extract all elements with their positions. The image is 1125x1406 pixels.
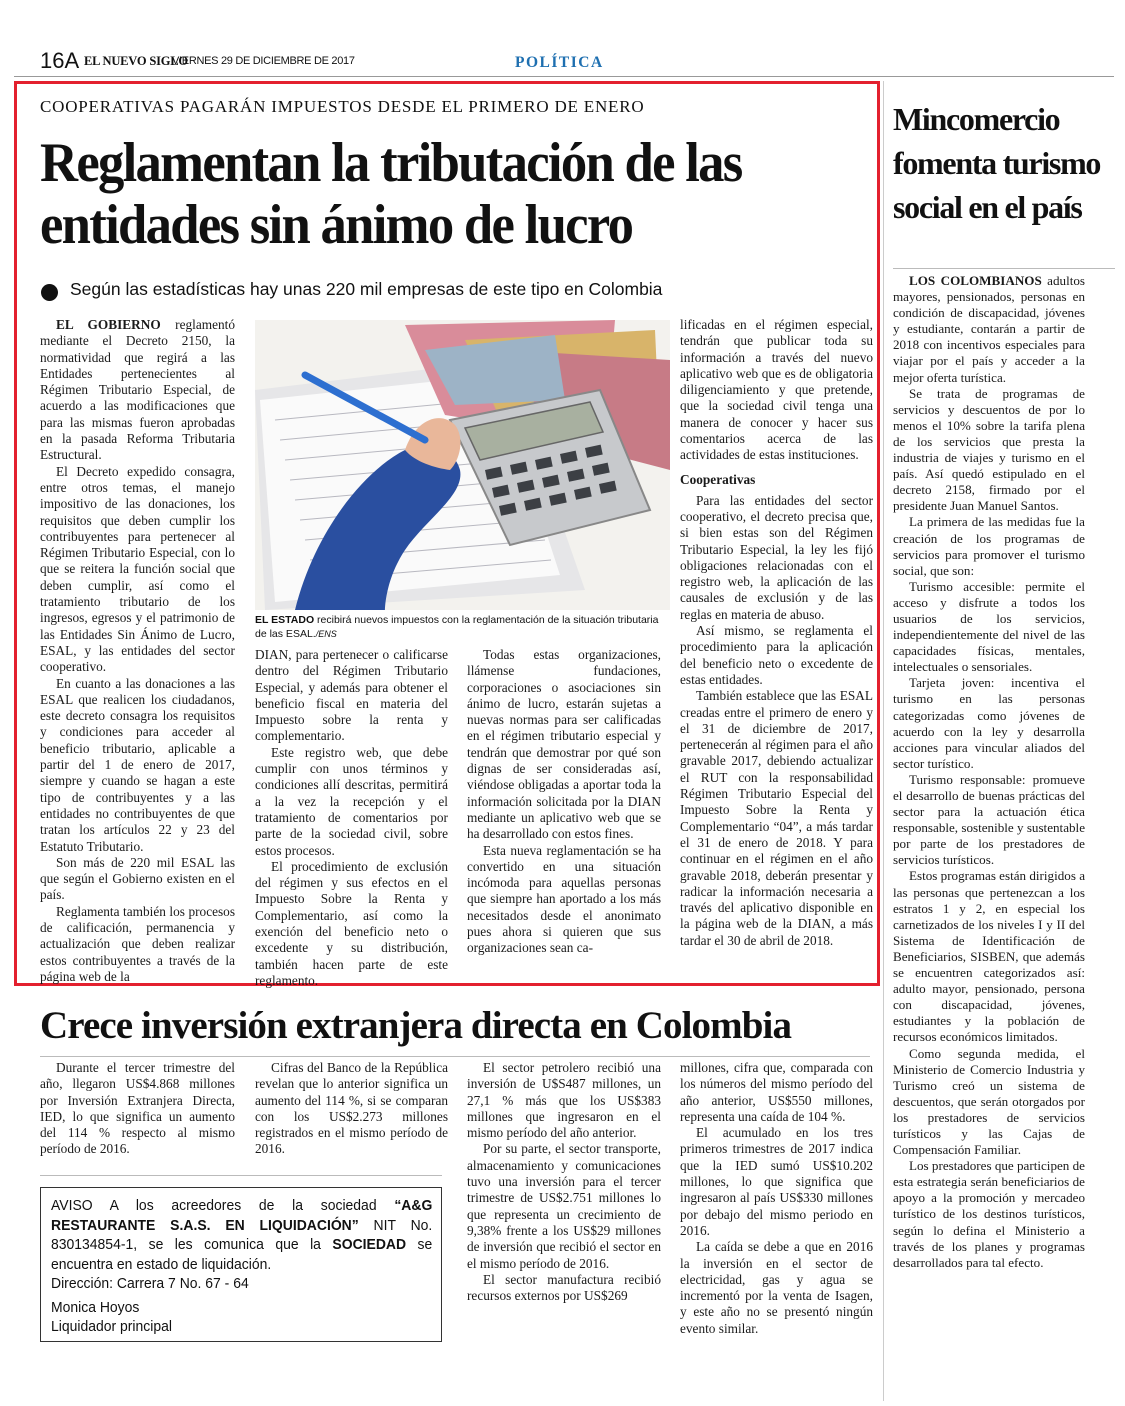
paragraph: La caída se debe a que en 2016 la inversión en el sector de electricidad, gas y agua se incrementó por la venta de Isagen, y este año no se presentó ningún evento similar. xyxy=(680,1239,873,1336)
company-name: “A&G RESTAURANTE S.A.S. EN LIQUIDACIÓN” xyxy=(51,1197,433,1234)
paragraph: Durante el tercer trimestre del año, llegaron US$4.868 millones por Inversión Extranjera Directa, IED, lo que significa un aumento del 114 % respecto al mismo período de 2016. xyxy=(40,1060,235,1157)
paragraph: El procedimiento de exclusión del régimen y sus efectos en el Impuesto Sobre la Renta y Complementario, así como la exención del beneficio neto o excedente y su distribución, también hacen parte de este reglamento. xyxy=(255,858,448,988)
paragraph: Turismo responsable: promueve el desarrollo de buenas prácticas del sector para la actuación ética responsable, sostenible y sustentable por parte de los prestadores de servicios turísticos. xyxy=(893,771,1086,868)
side-headline: Mincomercio fomenta turismo social en el país xyxy=(893,101,1101,225)
bottom-column-1 xyxy=(40,1060,235,1158)
paragraph: Como segunda medida, el Ministerio de Comercio Industria y Turismo creó un sistema de descuentos, que serán otorgados por los prestadores de servicios turísticos y las Cajas de Compensación Familiar. xyxy=(893,1045,1085,1158)
article-photo xyxy=(255,320,670,610)
article-column-3 xyxy=(467,647,661,957)
article-column-4 xyxy=(680,317,873,949)
paragraph: La primera de las medidas fue la creación de los programas de servicios para promover el turismo social, que son: xyxy=(893,514,1085,578)
paragraph: Tarjeta joven: incentiva el turismo en las personas categorizadas como jóvenes de acuerdo con la ley y desarrolla acciones para vincular aliados del sector turístico. xyxy=(893,675,1085,771)
paragraph: Son más de 220 mil ESAL las que según el Gobierno existen en el país. xyxy=(40,854,235,903)
bottom-column-3 xyxy=(467,1060,661,1304)
side-rule xyxy=(893,268,1115,269)
paragraph: DIAN, para pertenecer o calificarse dentro del Régimen Tributario Especial, y además para obtener el beneficio fiscal en materia del Impuesto sobre la renta y complementario. xyxy=(255,647,448,744)
article-kicker: COOPERATIVAS PAGARÁN IMPUESTOS DESDE EL PRIMERO DE ENERO xyxy=(40,97,645,116)
lead-in: LOS COLOMBIANOS xyxy=(909,273,1042,288)
notice-text: AVISO A los acreedores de la sociedad “A&G RESTAURANTE S.A.S. EN LIQUIDACIÓN” NIT No. 830134854-1, se les comunica que la SOCIEDAD se encuentra en estado de liquidación. xyxy=(51,1197,433,1273)
paragraph: En cuanto a las donaciones a las ESAL que realicen los ciudadanos, este decreto consagra los requisitos y condiciones para acceder al beneficio tributario, aplicable a partir del 1 de enero de 2017, siempre y cuando se hagan a este tipo de contribuyentes y a las entidades no contribuyentes de que tratan los artículos 22 y 23 del Estatuto Tributario. xyxy=(40,675,235,854)
bottom-rule xyxy=(40,1056,870,1057)
paragraph: Reglamenta también los procesos de calificación, permanencia y actualización que deben realizar estos contribuyentes a través de la página web de la xyxy=(40,903,235,984)
paragraph: Estos programas están dirigidos a las personas que pertenezcan a los estratos 1 y 2, en especial los carnetizados de los niveles I y II del Sistema de Identificación de Beneficiarios, SISBEN, que además se encuentren categorizados así: adulto mayor, pensionado, persona con discapacidad, jóvenes, estudiantes y la población de recursos económicos limitados. xyxy=(893,868,1086,1045)
ad-rule xyxy=(40,1175,442,1176)
column-divider xyxy=(883,81,884,1401)
paragraph: millones, cifra que, comparada con los números del mismo período del año anterior, US$550 millones, representa una caída de 104 %. xyxy=(680,1060,873,1124)
header-rule xyxy=(14,76,1114,77)
newspaper-name: EL NUEVO SIGLO xyxy=(84,54,188,68)
bottom-column-4 xyxy=(680,1060,873,1337)
subhead-cooperativas: Cooperativas xyxy=(680,471,756,487)
paragraph: Cifras del Banco de la República revelan que lo anterior significa un aumento del 114 %, si se comparan con los US$2.273 millones registrados en el mismo período de 2016. xyxy=(255,1060,448,1157)
paragraph: Turismo accesible: permite el acceso y disfrute a todos los usuarios de los servicios, independientemente del nivel de las capacidades físicas, mentales, intelectuales o sensoriales. xyxy=(893,578,1085,675)
notice-address: Dirección: Carrera 7 No. 67 - 64 xyxy=(51,1275,249,1292)
paragraph: Se trata de programas de servicios y descuentos de por lo menos el 10% sobre la tarifa plena de los servicios que presta la industria de viajes y turismo en el país. Así quedó estipulado en el decreto 2158, firmado por el presidente Juan Manuel Santos. xyxy=(893,385,1085,514)
paragraph: El acumulado en los tres primeros trimestres de 2017 indica que la IED sumó US$10.202 millones, lo que significa que ingresaron al país US$330 millones por debajo del mismo periodo en 2016. xyxy=(680,1125,873,1238)
photo-illustration xyxy=(255,320,670,610)
photo-caption: EL ESTADO recibirá nuevos impuestos con la reglamentación de la situación tributaria de las ESAL./ENS xyxy=(255,614,659,640)
paragraph: Por su parte, el sector transporte, almacenamiento y comunicaciones tuvo una inversión para el tercer trimestre de US$2.751 millones lo que representa un crecimiento de 9,38% frente a los US$29 millones de inversión que recibió el sector en el mismo período de 2016. xyxy=(467,1141,661,1271)
paragraph: Este registro web, que debe cumplir con unos términos y condiciones allí descritas, permitirá a la vez la recepción y el tratamiento de comentarios por parte de la sociedad civil, sobre estos procesos. xyxy=(255,744,448,858)
article-headline: Reglamentan la tributación de las entidades sin ánimo de lucro xyxy=(40,132,742,256)
lead-in: EL GOBIERNO xyxy=(56,317,161,332)
notice-signer-role: Liquidador principal xyxy=(51,1318,172,1335)
paragraph: EL GOBIERNO reglamentó mediante el Decreto 2150, la normatividad que regirá a las Entidades pertenecientes al Régimen Tributario Especial, de acuerdo a las modificaciones que para las mismas fueron aprobadas en la pasada Reforma Tributaria Estructural. xyxy=(40,317,235,463)
bottom-headline: Crece inversión extranjera directa en Colombia xyxy=(40,1004,792,1047)
paragraph: lificadas en el régimen especial, tendrán que publicar toda su información a través del nuevo aplicativo web que es de obligatoria diligenciamiento y que pretende, que la sociedad civil tenga una manera de conocer y hacer sus comentarios acerca de las actividades de estas instituciones. xyxy=(680,317,873,463)
paragraph: El Decreto expedido consagra, entre otros temas, el manejo impositivo de las donaciones, los requisitos que deben cumplir los contribuyentes para pertenecer al Régimen Tributario Especial, con lo que se reitera la función social que deben cumplir, así como el tratamiento tributario de los ingresos, egresos y el patrimonio de las Entidades Sin Ánimo de Lucro, ESAL, y las entidades del sector cooperativo. xyxy=(40,463,235,675)
paragraph: Esta nueva reglamentación se ha convertido en una situación incómoda para aquellas personas que siempre han aportado a los más necesitados desde el anonimato pues ahora si quieren que sus organizaciones sean ca- xyxy=(467,842,661,956)
photo-credit: /ENS xyxy=(315,629,337,639)
page-number: 16A xyxy=(40,48,80,73)
paragraph: Todas estas organizaciones, llámense fundaciones, corporaciones o asociaciones sin ánimo de lucro, estarán sujetas a nuevas normas para ser calificadas en el régimen tributario especial y tendrán que demostrar por qué son dignas de ser consideradas así, viéndose obligadas a aportar toda la información solicitada por la DIAN mediante un aplicativo web que se ha desarrollado con estos fines. xyxy=(467,647,661,842)
bullet-icon xyxy=(41,284,58,301)
paragraph: Así mismo, se reglamenta el procedimiento para la aplicación del beneficio neto o excedente de estas entidades. xyxy=(680,623,873,687)
bottom-column-2 xyxy=(255,1060,448,1158)
paragraph: LOS COLOMBIANOS adultos mayores, pensionados, personas en condición de discapacidad, jóvenes y estudiante, contarán a partir de 2018 con incentivos especiales para viajar por el país y acceder a la mejor oferta turística. xyxy=(893,273,1085,385)
paragraph: También establece que las ESAL creadas entre el primero de enero y el 31 de diciembre de 2017, pertenecerán al régimen para el año gravable 2017, debiendo actualizar el RUT con la responsabilidad Régimen Tributario Especial del Impuesto Sobre la Renta y Complementario “04”, a más tardar el 31 de enero de 2018. Y para continuar en el régimen en el año gravable 2018, deberán presentar y radicar la información necesaria a través del aplicativo disponible en la página web de la DIAN, a más tardar el 30 de abril de 2018. xyxy=(680,688,873,948)
paragraph: Para las entidades del sector cooperativo, el decreto precisa que, si bien estas son del Régimen Tributario Especial, la ley les fijó obligaciones relacionadas con el registro web, la aplicación de las causales de exclusión y de las reglas en materia de abuso. xyxy=(680,492,873,622)
article-subheadline: Según las estadísticas hay unas 220 mil empresas de este tipo en Colombia xyxy=(70,279,663,299)
legal-notice-ad xyxy=(40,1187,442,1342)
paragraph: El sector manufactura recibió recursos externos por US$269 xyxy=(467,1271,661,1304)
paragraph: Los prestadores que participen de esta estrategia serán beneficiarios de apoyo a la promoción y mercadeo turístico de los destinos turísticos, según lo defina el Ministerio a través de los planes y programas desarrollados para tal efecto. xyxy=(893,1158,1085,1270)
section-name: POLÍTICA xyxy=(515,54,604,71)
issue-date: VIERNES 29 DE DICIEMBRE DE 2017 xyxy=(172,55,355,67)
article-column-2 xyxy=(255,647,448,989)
side-article-body xyxy=(893,273,1085,1271)
caption-lead: EL ESTADO xyxy=(255,614,315,626)
notice-signer: Monica Hoyos xyxy=(51,1298,140,1316)
article-column-1 xyxy=(40,317,235,985)
paragraph: El sector petrolero recibió una inversión de U$S487 millones, un 27,1 % más que los US$383 millones que ingresaron en el mismo período del año anterior. xyxy=(467,1060,661,1141)
